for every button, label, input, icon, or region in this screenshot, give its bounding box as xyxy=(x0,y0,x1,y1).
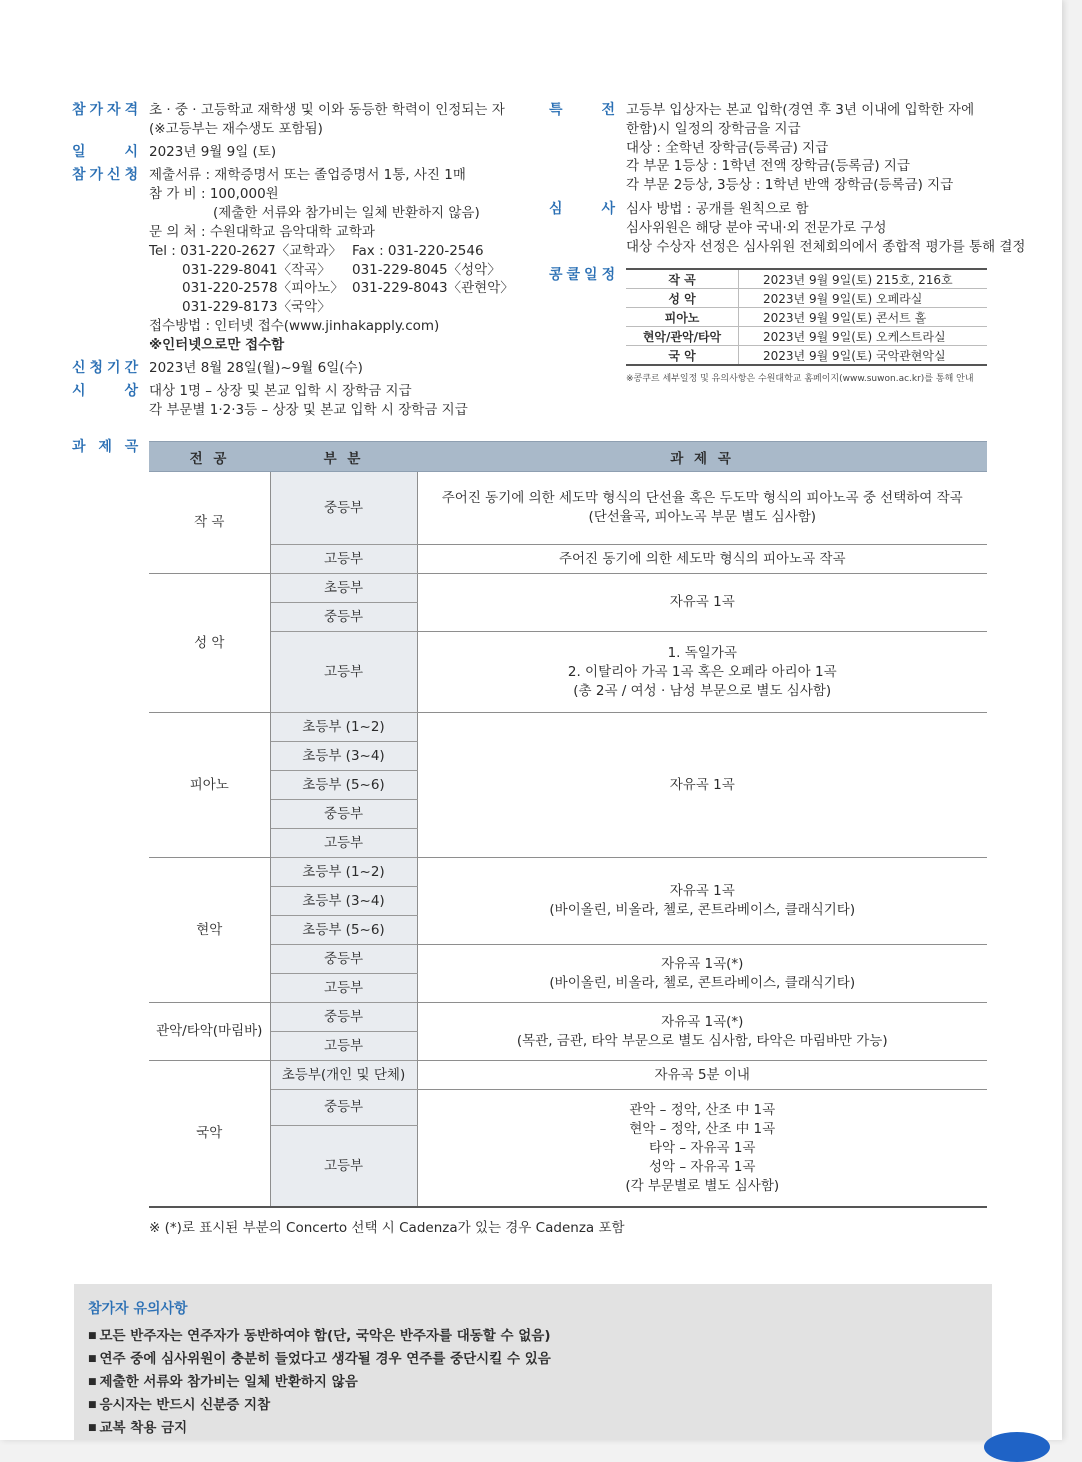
song-line: 타악 – 자유곡 1곡 xyxy=(649,1139,756,1156)
judging-label: 심 사 xyxy=(549,201,616,217)
notice-item: ■ 연주 중에 심사위원이 충분히 들었다고 생각될 경우 연주를 중단시킬 수 있음 xyxy=(88,1349,551,1372)
part-cell: 중등부 xyxy=(270,800,417,829)
notice-item: ■ 제출한 서류와 참가비는 일체 반환하지 않음 xyxy=(88,1372,551,1395)
benefit-line-5: 각 부문 2등상, 3등상 : 1학년 반액 장학금(등록금) 지급 xyxy=(626,177,954,193)
song-cell xyxy=(417,858,987,945)
part-cell: 초등부 xyxy=(270,574,417,603)
header-piece: 과 제 곡 xyxy=(417,442,987,472)
notice-item: ■ 응시자는 반드시 신분증 지참 xyxy=(88,1395,551,1418)
contact-text: 문 의 처 : 수원대학교 음악대학 교학과 xyxy=(149,224,375,240)
song-line: 관악 – 정악, 산조 中 1곡 xyxy=(629,1101,776,1118)
tel-piano: 031-220-2578〈피아노〉 xyxy=(182,280,344,296)
song-cell: 자유곡 1곡 xyxy=(417,574,987,632)
schedule-info: 2023년 9월 9일(토) 국악관현악실 xyxy=(739,346,988,366)
tel-office: Tel : 031-220-2627〈교학과〉 xyxy=(149,243,342,259)
part-cell: 초등부 (5~6) xyxy=(270,771,417,800)
pieces-header-row xyxy=(149,442,987,472)
schedule-row xyxy=(626,346,987,366)
part-cell: 중등부 xyxy=(270,1003,417,1032)
schedule-info: 2023년 9월 9일(토) 오케스트라실 xyxy=(739,327,988,346)
schedule-row xyxy=(626,308,987,327)
part-cell: 중등부 xyxy=(270,945,417,974)
part-cell: 초등부 (3~4) xyxy=(270,742,417,771)
benefit-label: 특 전 xyxy=(549,102,616,118)
fee-note: (제출한 서류와 참가비는 일체 반환하지 않음) xyxy=(213,205,480,221)
schedule-label: 콩쿨일정 xyxy=(549,267,620,283)
schedule-part: 국 악 xyxy=(626,346,739,366)
schedule-part: 성 악 xyxy=(626,289,739,308)
song-cell xyxy=(417,945,987,1003)
table-row xyxy=(149,574,987,603)
part-cell: 중등부 xyxy=(270,603,417,632)
tel-composition: 031-229-8041〈작곡〉 xyxy=(182,262,331,278)
song-line: 자유곡 1곡 xyxy=(669,883,735,899)
table-row xyxy=(149,713,987,742)
judging-line-3: 대상 수상자 선정은 심사위원 전체회의에서 종합적 평가를 통해 결정 xyxy=(626,239,1026,255)
part-cell: 고등부 xyxy=(270,1126,417,1208)
qualification-text: 초 · 중 · 고등학교 재학생 및 이와 동등한 학력이 인정되는 자 xyxy=(149,102,505,118)
major-piano: 피아노 xyxy=(149,713,270,858)
award-grand: 대상 1명 – 상장 및 본교 입학 시 장학금 지급 xyxy=(149,383,412,399)
song-line: (바이올린, 비올라, 첼로, 콘트라베이스, 클래식기타) xyxy=(549,902,856,918)
qualification-note: (※고등부는 재수생도 포함됨) xyxy=(149,121,323,137)
major-voice: 성 악 xyxy=(149,574,270,713)
docs-text: 제출서류 : 재학증명서 또는 졸업증명서 1통, 사진 1매 xyxy=(149,167,466,183)
date-value: 2023년 9월 9일 (토) xyxy=(149,144,277,160)
cadenza-footnote: ※ (*)로 표시된 부분의 Concerto 선택 시 Cadenza가 있는 경우 Cadenza 포함 xyxy=(149,1220,625,1236)
part-cell: 초등부(개인 및 단체) xyxy=(270,1061,417,1090)
judging-line-2: 심사위원은 해당 분야 국내·외 전문가로 구성 xyxy=(626,220,887,236)
song-line: 주어진 동기에 의한 세도막 형식의 단선율 혹은 두도막 형식의 피아노곡 중 선택하여 작곡 xyxy=(441,490,963,506)
song-line: (총 2곡 / 여성 · 남성 부문으로 별도 심사함) xyxy=(573,682,832,699)
table-row xyxy=(149,1061,987,1090)
notice-item: ■ 교복 착용 금지 xyxy=(88,1418,551,1441)
part-cell: 중등부 xyxy=(270,1090,417,1126)
schedule-info: 2023년 9월 9일(토) 콘서트 홀 xyxy=(739,308,988,327)
application-label: 참가신청 xyxy=(72,167,143,183)
method-text: 접수방법 : 인터넷 접수(www.jinhakapply.com) xyxy=(149,318,440,334)
table-row xyxy=(149,632,987,713)
table-row xyxy=(149,1003,987,1032)
schedule-info: 2023년 9월 9일(토) 오페라실 xyxy=(739,289,988,308)
song-cell xyxy=(417,472,987,545)
song-line: (단선율곡, 피아노곡 부문 별도 심사함) xyxy=(588,509,817,525)
award-label: 시 상 xyxy=(72,383,139,399)
schedule-row xyxy=(626,289,987,308)
benefit-line-3: 대상 : 全학년 장학금(등록금) 지급 xyxy=(626,140,829,156)
table-row xyxy=(149,858,987,887)
song-line: 성악 – 자유곡 1곡 xyxy=(649,1158,756,1175)
schedule-part: 피아노 xyxy=(626,308,739,327)
schedule-info: 2023년 9월 9일(토) 215호, 216호 xyxy=(739,269,988,289)
song-line: (목관, 금관, 타악 부문으로 별도 심사함, 타악은 마림바만 가능) xyxy=(516,1032,888,1049)
floating-action-button[interactable] xyxy=(984,1432,1050,1462)
part-cell: 초등부 (5~6) xyxy=(270,916,417,945)
benefit-line-4: 각 부문 1등상 : 1학년 전액 장학금(등록금) 지급 xyxy=(626,158,910,174)
fee-text: 참 가 비 : 100,000원 xyxy=(149,186,279,202)
part-cell: 중등부 xyxy=(270,472,417,545)
table-row xyxy=(149,1090,987,1126)
notice-list xyxy=(88,1326,551,1441)
notice-title: 참가자 유의사항 xyxy=(88,1301,188,1317)
benefit-line-2: 한함)시 일정의 장학금을 지급 xyxy=(626,121,801,137)
table-row xyxy=(149,945,987,974)
part-cell: 고등부 xyxy=(270,974,417,1003)
judging-line-1: 심사 방법 : 공개를 원칙으로 함 xyxy=(626,201,809,217)
part-cell: 초등부 (3~4) xyxy=(270,887,417,916)
major-winds: 관악/타악(마림바) xyxy=(149,1003,270,1061)
major-korean: 국악 xyxy=(149,1061,270,1208)
major-strings: 현악 xyxy=(149,858,270,1003)
song-line: 1. 독일가곡 xyxy=(667,644,737,661)
song-cell: 자유곡 1곡 xyxy=(417,713,987,858)
benefit-line-1: 고등부 입상자는 본교 입학(경연 후 3년 이내에 입학한 자에 xyxy=(626,102,975,118)
schedule-part: 현악/관악/타악 xyxy=(626,327,739,346)
part-cell: 초등부 (1~2) xyxy=(270,713,417,742)
method-note: ※인터넷으로만 접수함 xyxy=(149,337,285,353)
part-cell: 초등부 (1~2) xyxy=(270,858,417,887)
schedule-row xyxy=(626,269,987,289)
fax-number: Fax : 031-220-2546 xyxy=(352,243,484,259)
header-part: 부 분 xyxy=(270,442,417,472)
song-cell: 주어진 동기에 의한 세도막 형식의 피아노곡 작곡 xyxy=(417,545,987,574)
part-cell: 고등부 xyxy=(270,545,417,574)
qualification-label: 참가자격 xyxy=(72,102,143,118)
notice-box xyxy=(74,1284,992,1440)
tel-voice: 031-229-8045〈성악〉 xyxy=(352,262,501,278)
schedule-note: ※콩쿠르 세부일정 및 유의사항은 수원대학교 홈페이지(www.suwon.ac.kr)를 통해 안내 xyxy=(626,374,974,384)
tel-orchestra: 031-229-8043〈관현악〉 xyxy=(352,280,514,296)
song-line: 2. 이탈리아 가곡 1곡 혹은 오페라 아리아 1곡 xyxy=(567,663,837,680)
pieces-table xyxy=(149,441,987,1208)
table-row xyxy=(149,545,987,574)
table-row xyxy=(149,472,987,545)
song-cell xyxy=(417,1003,987,1061)
song-line: (바이올린, 비올라, 첼로, 콘트라베이스, 클래식기타) xyxy=(549,974,856,991)
date-label: 일 시 xyxy=(72,144,139,160)
period-value: 2023년 8월 28일(월)~9월 6일(수) xyxy=(149,360,363,376)
period-label: 신청기간 xyxy=(72,360,143,376)
song-cell xyxy=(417,632,987,713)
tel-korean: 031-229-8173〈국악〉 xyxy=(182,299,331,315)
header-major: 전 공 xyxy=(149,442,270,472)
song-line: (각 부문별로 별도 심사함) xyxy=(625,1177,780,1194)
part-cell: 고등부 xyxy=(270,632,417,713)
schedule-part: 작 곡 xyxy=(626,269,739,289)
notice-item: ■ 모든 반주자는 연주자가 동반하여야 함(단, 국악은 반주자를 대동할 수 없음) xyxy=(88,1326,551,1349)
song-line: 현악 – 정악, 산조 中 1곡 xyxy=(629,1120,776,1137)
song-cell xyxy=(417,1090,987,1208)
part-cell: 고등부 xyxy=(270,1032,417,1061)
part-cell: 고등부 xyxy=(270,829,417,858)
song-line: 자유곡 1곡(*) xyxy=(661,955,744,972)
schedule-row xyxy=(626,327,987,346)
song-cell: 자유곡 5분 이내 xyxy=(417,1061,987,1090)
major-composition: 작 곡 xyxy=(149,472,270,574)
award-places: 각 부문별 1·2·3등 – 상장 및 본교 입학 시 장학금 지급 xyxy=(149,402,468,418)
song-line: 자유곡 1곡(*) xyxy=(661,1013,744,1030)
pieces-label: 과 제 곡 xyxy=(72,439,143,455)
schedule-table xyxy=(626,268,987,366)
